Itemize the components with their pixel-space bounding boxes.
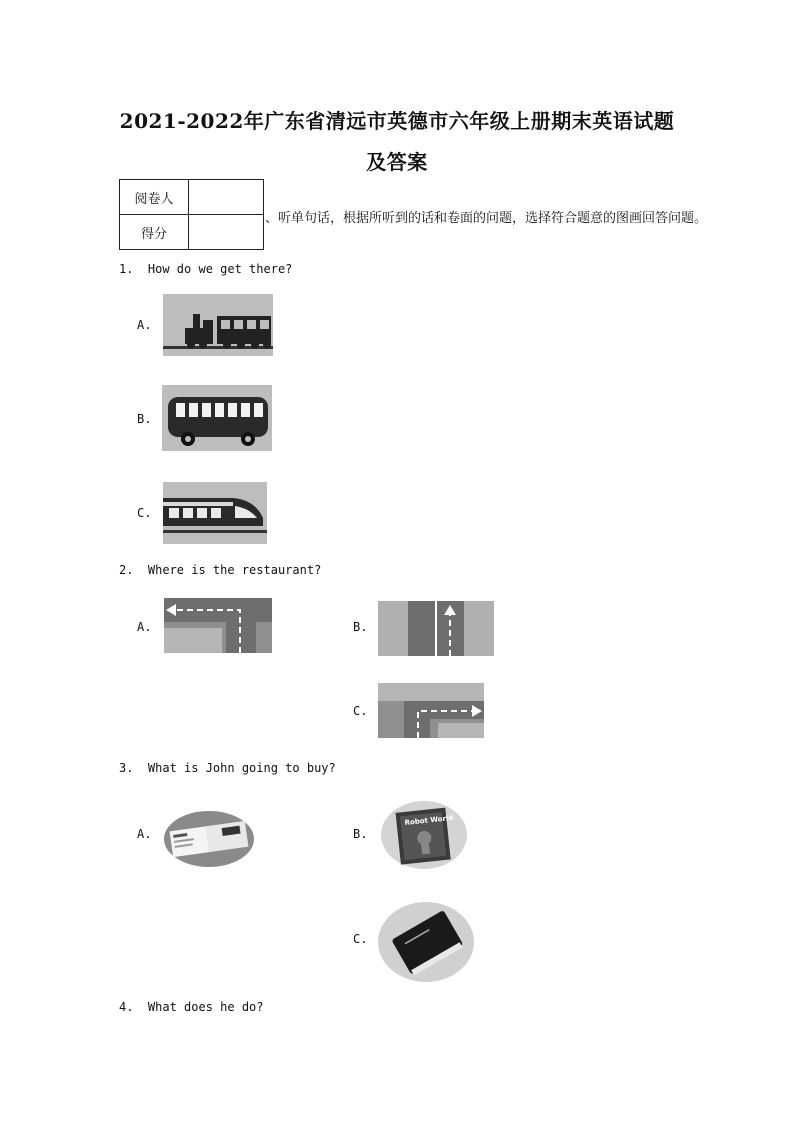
book-title: Robot World <box>404 813 454 827</box>
section-instruction: 、听单句话，根据所听到的话和卷面的问题，选择符合题意的图画回答问题。 <box>265 211 708 226</box>
go-straight-icon[interactable] <box>378 601 494 656</box>
dictionary-icon[interactable] <box>377 901 475 983</box>
option-label: B. <box>353 827 368 841</box>
score-field[interactable] <box>189 215 264 250</box>
postcard-icon[interactable] <box>163 810 255 868</box>
option-label: B. <box>137 412 152 426</box>
reviewer-label: 阅卷人 <box>120 180 189 215</box>
score-label: 得分 <box>120 215 189 250</box>
question-number: 4. <box>119 1000 134 1014</box>
question-text: How do we get there? <box>147 262 293 276</box>
option-label: A. <box>137 318 152 332</box>
question-number: 3. <box>119 761 134 775</box>
option-label: C. <box>353 932 368 946</box>
reviewer-field[interactable] <box>189 180 264 215</box>
option-label: A. <box>137 620 152 634</box>
question-2 <box>119 563 321 577</box>
question-3 <box>119 761 336 775</box>
option-label: C. <box>353 704 368 718</box>
question-text: Where is the restaurant? <box>147 563 322 577</box>
question-1 <box>119 262 292 276</box>
question-4 <box>119 1000 264 1014</box>
steam-train-icon[interactable] <box>163 294 273 356</box>
option-label: C. <box>137 506 152 520</box>
subway-icon[interactable] <box>163 482 267 544</box>
comic-book-icon[interactable] <box>380 800 468 870</box>
document-title-line2: 及答案 <box>366 150 428 174</box>
turn-left-icon[interactable] <box>164 598 272 653</box>
score-table <box>119 179 264 250</box>
bus-icon[interactable] <box>162 385 272 451</box>
question-text: What is John going to buy? <box>147 761 336 775</box>
turn-right-icon[interactable] <box>378 683 484 738</box>
option-label: A. <box>137 827 152 841</box>
question-number: 1. <box>119 262 134 276</box>
option-label: B. <box>353 620 368 634</box>
question-number: 2. <box>119 563 134 577</box>
document-title: 2021-2022年广东省清远市英德市六年级上册期末英语试题 <box>119 109 675 133</box>
question-text: What does he do? <box>147 1000 264 1014</box>
